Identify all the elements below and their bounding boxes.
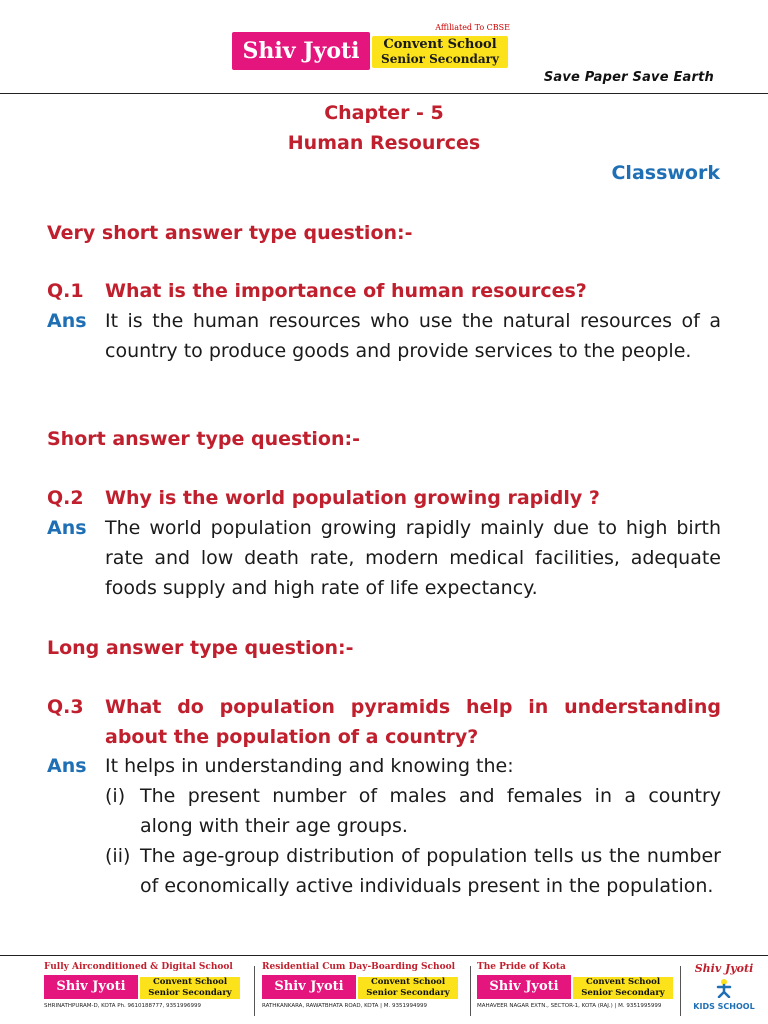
a1-label: Ans (47, 310, 87, 332)
branch-3-address: MAHAVEER NAGAR EXTN., SECTOR-1, KOTA (RAJ.) | M. 9351995999 (477, 1003, 662, 1009)
kids-label: KIDS SCHOOL (693, 1002, 755, 1011)
footer-separator (470, 966, 471, 1016)
footer-divider (0, 955, 768, 956)
kids-title: Shiv Jyoti (694, 962, 754, 975)
q1-question: What is the importance of human resources? (105, 280, 587, 302)
kids-school-logo (684, 962, 764, 1020)
q3-question: What do population pyramids help in understanding about the population of a country? (105, 696, 721, 748)
point-2-text: The age-group distribution of population tells us the number of economically active individuals present in the population. (140, 845, 721, 897)
footer-separator (254, 966, 255, 1016)
chapter-title: Chapter - 5 (324, 102, 444, 124)
classwork-label: Classwork (611, 162, 720, 184)
logo-line1: Convent School (383, 37, 497, 52)
a3-label: Ans (47, 755, 87, 777)
point-1-text: The present number of males and females in a country along with their age groups. (140, 785, 721, 837)
a2-text: The world population growing rapidly mainly due to high birth rate and low death rate, modern medical facilities, adequate foods supply and high rate of life expectancy. (105, 517, 721, 599)
a2-label: Ans (47, 517, 87, 539)
branch-1-panel (140, 977, 240, 999)
motto: Save Paper Save Earth (543, 70, 714, 85)
branch-2-brand: Shiv Jyoti (262, 975, 356, 999)
q1-label: Q.1 (47, 280, 84, 302)
branch-3-head: The Pride of Kota (477, 962, 566, 972)
a1-text: It is the human resources who use the natural resources of a country to produce goods and provide services to the people. (105, 310, 721, 362)
point-2-num: (ii) (105, 845, 131, 867)
q3-label: Q.3 (47, 696, 84, 718)
logo-panel (372, 36, 508, 68)
branch-3-brand: Shiv Jyoti (477, 975, 571, 999)
branch-1-head: Fully Airconditioned & Digital School (44, 962, 233, 972)
section-long: Long answer type question:- (47, 637, 354, 659)
branch-3-line1: Convent School (585, 977, 661, 987)
footer-branch-3 (477, 962, 677, 1020)
q2-question: Why is the world population growing rapidly ? (105, 487, 600, 509)
point-1-num: (i) (105, 785, 126, 807)
school-logo (232, 23, 510, 72)
footer-branch-2 (262, 962, 462, 1020)
a3-text: It helps in understanding and knowing the: (105, 755, 514, 777)
q2-label: Q.2 (47, 487, 84, 509)
branch-2-head: Residential Cum Day-Boarding School (262, 962, 455, 972)
branch-2-line1: Convent School (370, 977, 446, 987)
branch-2-panel (358, 977, 458, 999)
branch-1-brand: Shiv Jyoti (44, 975, 138, 999)
branch-2-line2: Senior Secondary (366, 988, 450, 998)
logo-brand: Shiv Jyoti (232, 32, 370, 70)
topic-title: Human Resources (287, 132, 481, 154)
branch-1-line2: Senior Secondary (148, 988, 232, 998)
kids-figure-icon (714, 978, 734, 998)
header-divider (0, 93, 768, 94)
logo-affiliation: Affiliated To CBSE (435, 23, 510, 32)
logo-line2: Senior Secondary (381, 52, 499, 66)
branch-2-address: RATHKANKARA, RAWATBHATA ROAD, KOTA | M. 9351994999 (262, 1003, 427, 1009)
branch-3-line2: Senior Secondary (581, 988, 665, 998)
branch-3-panel (573, 977, 673, 999)
branch-1-line1: Convent School (152, 977, 228, 987)
branch-1-address: SHRINATHPURAM-D, KOTA Ph. 9610188777, 9351996999 (44, 1003, 202, 1009)
footer-branch-1 (44, 962, 244, 1020)
footer-separator (680, 966, 681, 1016)
section-very-short: Very short answer type question:- (47, 222, 413, 244)
section-short: Short answer type question:- (47, 428, 360, 450)
